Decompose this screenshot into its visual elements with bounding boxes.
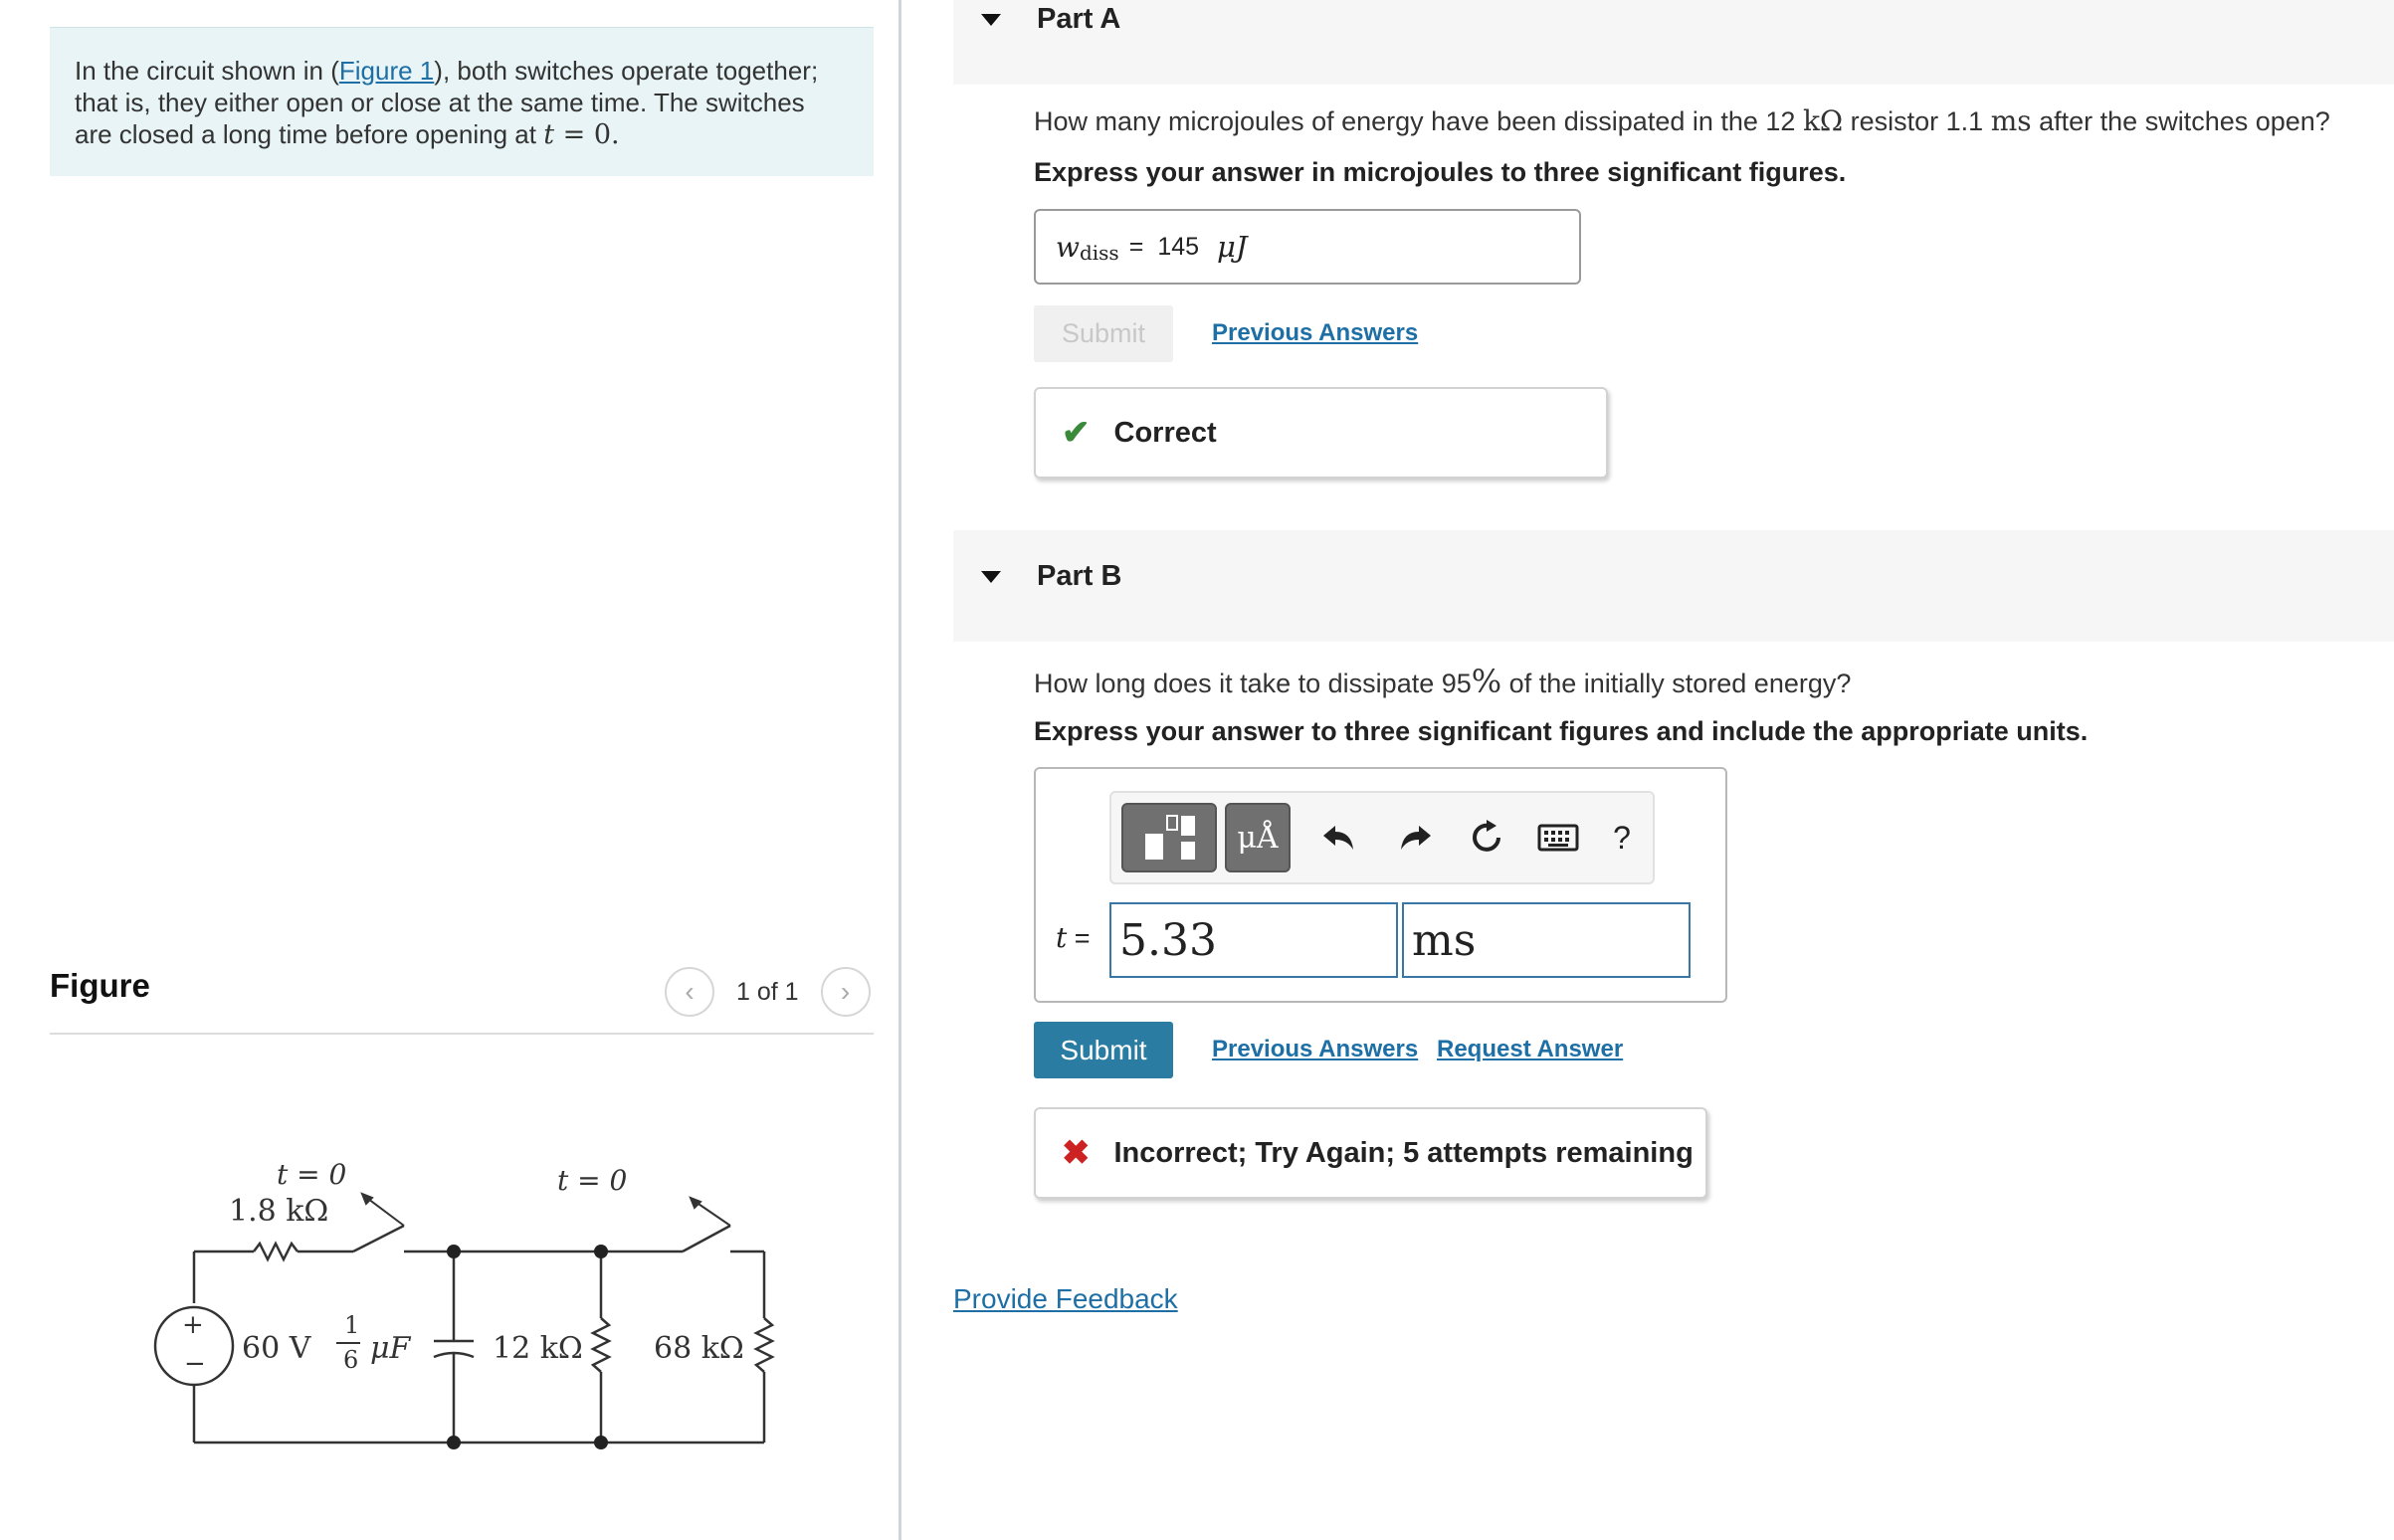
answer-equals: = <box>1128 232 1144 261</box>
keyboard-icon[interactable] <box>1529 807 1587 868</box>
part-a-header[interactable] <box>953 0 2394 85</box>
answer-subscript: diss <box>1079 241 1119 265</box>
chevron-right-icon[interactable]: › <box>821 967 871 1017</box>
cap-numerator: 1 <box>344 1311 360 1339</box>
switch2-label: t = 0 <box>557 1164 628 1197</box>
panel-divider <box>898 0 901 1540</box>
part-b-question: How long does it take to dissipate 95% of the initially stored energy? <box>1034 663 1852 700</box>
help-button[interactable]: ? <box>1613 819 1631 856</box>
problem-text-1: In the circuit shown in ( <box>75 56 339 86</box>
part-a-instruction: Express your answer in microjoules to three significant figures. <box>1034 157 1847 187</box>
r1-label: 1.8 kΩ <box>229 1194 329 1229</box>
t-label: t = <box>1056 921 1091 954</box>
answer-unit: μJ <box>1217 230 1248 264</box>
caret-down-icon[interactable] <box>981 14 1001 26</box>
unit-input[interactable]: ms <box>1402 902 1691 978</box>
problem-math: t = 0. <box>543 119 620 150</box>
templates-icon[interactable] <box>1121 803 1217 872</box>
part-a-title: Part A <box>1037 3 1121 35</box>
switch1-label: t = 0 <box>277 1158 347 1191</box>
source-minus: − <box>184 1349 206 1379</box>
figure-divider <box>50 1033 874 1035</box>
part-b-feedback <box>1034 1107 1707 1199</box>
figure-pager <box>665 967 871 1017</box>
r2-label: 12 kΩ <box>493 1331 583 1366</box>
page-indicator: 1 of 1 <box>736 977 799 1006</box>
part-b-submit-button[interactable]: Submit <box>1034 1022 1173 1078</box>
math-toolbar <box>1109 791 1655 884</box>
r3-label: 68 kΩ <box>654 1331 744 1366</box>
part-b-instruction: Express your answer to three significant figures and include the appropriate units. <box>1034 716 2089 746</box>
part-b-title: Part B <box>1037 560 1122 592</box>
figure-link[interactable]: Figure 1 <box>338 56 435 86</box>
chevron-left-icon[interactable]: ‹ <box>665 967 714 1017</box>
part-a-question: How many microjoules of energy have been dissipated in the 12 kΩ resistor 1.1 ms after the switches open? <box>1034 104 2330 137</box>
feedback-text: Incorrect; Try Again; 5 attempts remaining <box>1113 1136 1694 1169</box>
cap-denominator: 6 <box>343 1346 359 1374</box>
problem-text-2: ), both switches operate together; that is, they either open or close at the same time. The switches are closed a long time before opening at <box>75 56 819 149</box>
x-icon: ✖ <box>1062 1134 1091 1172</box>
request-answer-link[interactable]: Request Answer <box>1437 1036 1624 1062</box>
value-input[interactable]: 5.33 <box>1109 902 1398 978</box>
part-b-header[interactable] <box>953 530 2394 642</box>
check-icon: ✔ <box>1062 414 1091 452</box>
undo-icon[interactable] <box>1310 807 1368 868</box>
reset-icon[interactable] <box>1458 807 1515 868</box>
units-button[interactable]: μÅ <box>1225 803 1291 872</box>
left-panel <box>0 0 900 1540</box>
part-b-previous-answers-link[interactable]: Previous Answers <box>1212 1036 1419 1062</box>
redo-icon[interactable] <box>1386 807 1444 868</box>
provide-feedback-link[interactable]: Provide Feedback <box>953 1283 1178 1314</box>
part-a-submit-button: Submit <box>1034 305 1173 362</box>
answer-value: 145 <box>1157 232 1200 261</box>
figure-title: Figure <box>50 967 150 1004</box>
caret-down-icon[interactable] <box>981 571 1001 583</box>
circuit-diagram <box>139 1154 796 1462</box>
source-label: 60 V <box>242 1331 311 1366</box>
part-a-previous-answers-link[interactable]: Previous Answers <box>1212 319 1419 346</box>
part-a-feedback <box>1034 387 1608 479</box>
cap-unit: μF <box>370 1331 411 1366</box>
answer-variable: w <box>1056 230 1080 264</box>
source-plus: + <box>182 1310 204 1340</box>
part-a-answer-field <box>1034 209 1581 285</box>
answer-editor <box>1034 767 1727 1003</box>
feedback-text: Correct <box>1113 416 1217 449</box>
problem-statement <box>50 27 874 176</box>
